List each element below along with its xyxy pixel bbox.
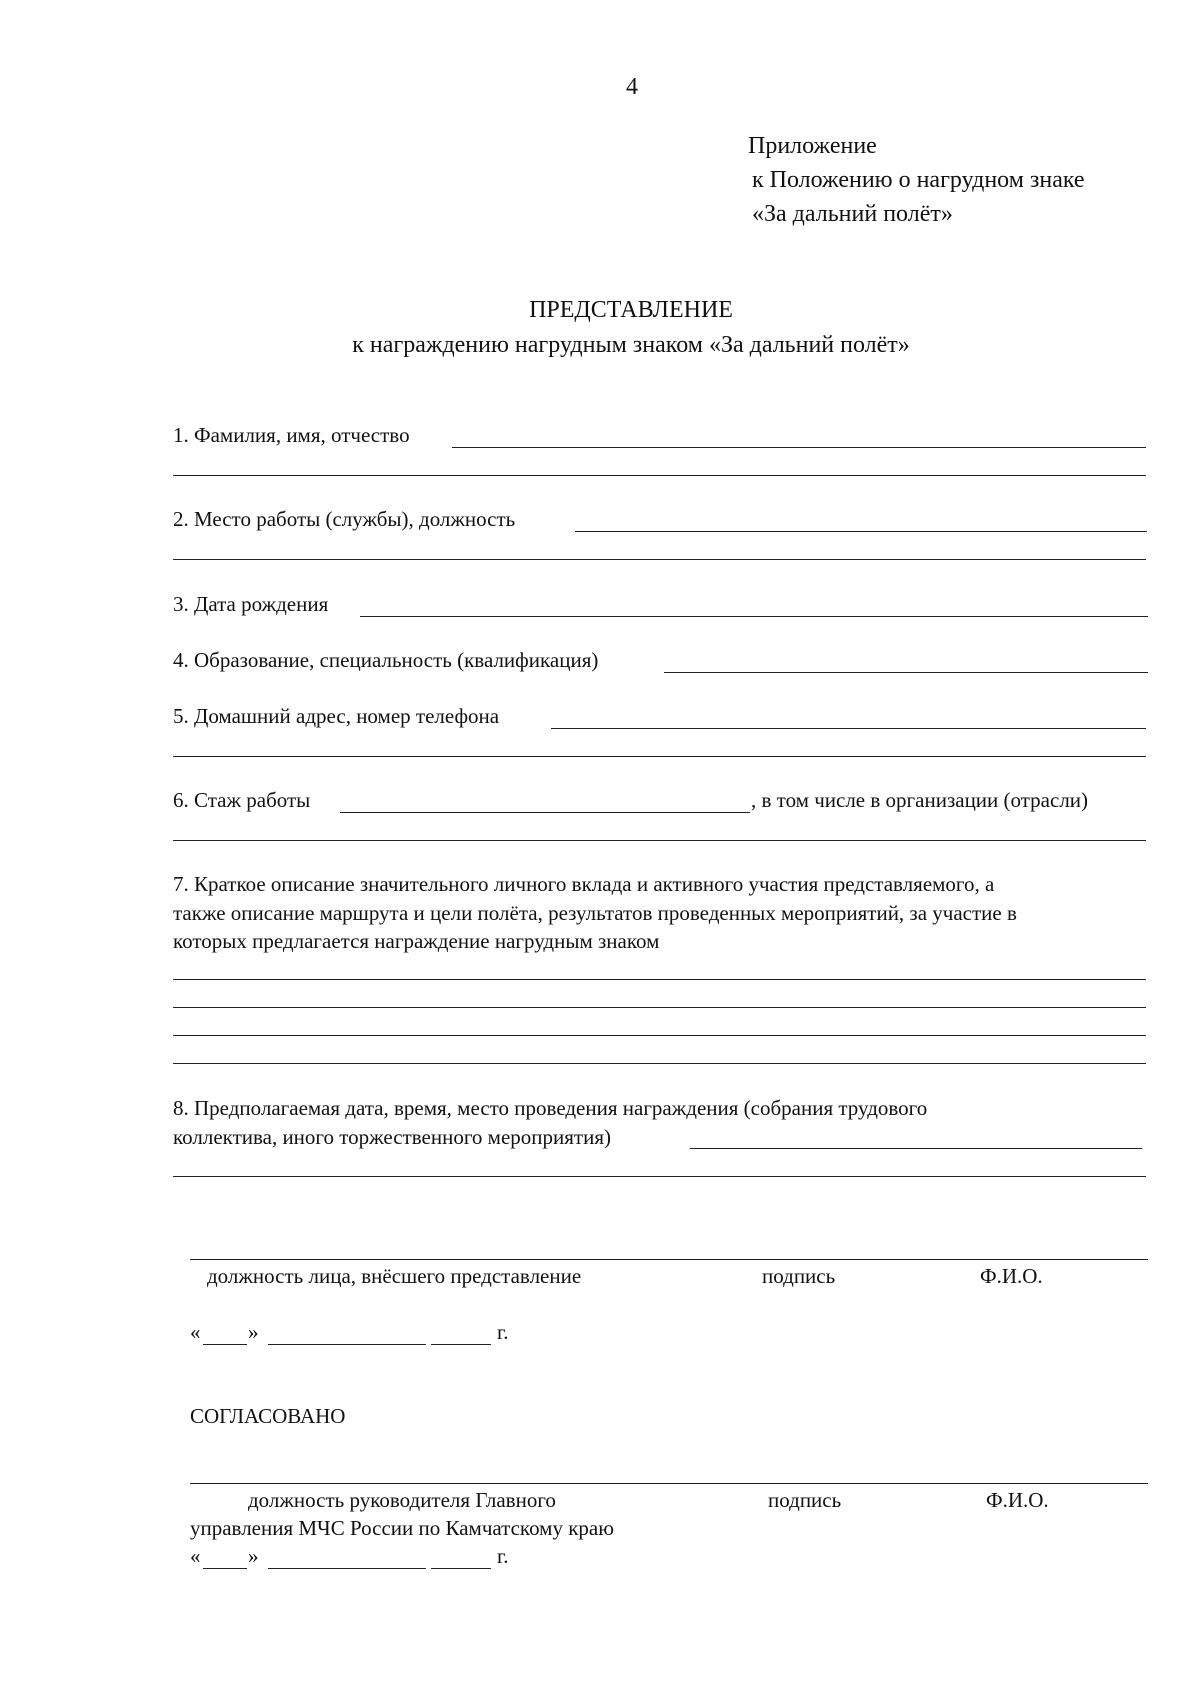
page-number: 4	[626, 74, 638, 100]
signature-1-sign-caption: подпись	[762, 1264, 836, 1288]
field-birth-date-label: 3. Дата рождения	[173, 592, 329, 616]
signature-2-fio-caption: Ф.И.О.	[986, 1488, 1049, 1512]
field-full-name-label: 1. Фамилия, имя, отчество	[173, 423, 410, 447]
appendix-line-3: «За дальний полёт»	[752, 201, 953, 227]
signature-2-month-field[interactable]	[268, 1568, 426, 1569]
field-full-name-line-2[interactable]	[173, 475, 1146, 476]
appendix-line-2: к Положению о нагрудном знаке	[752, 167, 1085, 193]
field-education-line[interactable]	[664, 672, 1148, 673]
signature-2-date-open: «	[190, 1544, 201, 1568]
signature-2-date-close: »	[248, 1544, 259, 1568]
signature-2-sign-caption: подпись	[768, 1488, 842, 1512]
signature-1-line[interactable]	[190, 1259, 1148, 1260]
signature-1-day-field[interactable]	[203, 1344, 247, 1345]
approved-heading: СОГЛАСОВАНО	[190, 1404, 346, 1428]
field-birth-date-line[interactable]	[360, 616, 1148, 617]
document-subtitle: к награждению нагрудным знаком «За дальний полёт»	[352, 332, 910, 358]
field-ceremony-line-1: 8. Предполагаемая дата, время, место проведения награждения (собрания трудового	[173, 1096, 928, 1120]
signature-1-year-field[interactable]	[431, 1344, 491, 1345]
field-workplace-line[interactable]	[575, 531, 1147, 532]
signature-1-date-open: «	[190, 1320, 201, 1344]
field-experience-label: 6. Стаж работы	[173, 788, 311, 812]
field-ceremony-line-2[interactable]	[173, 1176, 1146, 1177]
signature-1-position-caption: должность лица, внёсшего представление	[207, 1264, 582, 1288]
field-workplace-label: 2. Место работы (службы), должность	[173, 507, 516, 531]
field-address-line-2[interactable]	[173, 756, 1146, 757]
signature-2-position-caption-2: управления МЧС России по Камчатскому краю	[190, 1516, 614, 1540]
field-experience-line-2[interactable]	[173, 840, 1146, 841]
signature-1-fio-caption: Ф.И.О.	[980, 1264, 1043, 1288]
signature-2-line[interactable]	[190, 1483, 1148, 1484]
field-ceremony-line[interactable]	[690, 1148, 1142, 1149]
field-experience-line[interactable]	[340, 812, 750, 813]
document-title: ПРЕДСТАВЛЕНИЕ	[529, 297, 733, 323]
field-description-line-2: также описание маршрута и цели полёта, результатов проведенных мероприятий, за участие в	[173, 901, 1017, 925]
field-description-line-1: 7. Краткое описание значительного личного вклада и активного участия представляемого, а	[173, 872, 995, 896]
field-address-line[interactable]	[551, 728, 1146, 729]
field-address-label: 5. Домашний адрес, номер телефона	[173, 704, 500, 728]
signature-2-year-suffix: г.	[497, 1544, 509, 1568]
field-workplace-line-2[interactable]	[173, 559, 1146, 560]
field-ceremony-line-2: коллектива, иного торжественного мероприятия)	[173, 1125, 611, 1149]
signature-1-year-suffix: г.	[497, 1320, 509, 1344]
appendix-line-1: Приложение	[748, 133, 877, 159]
field-description-line-c[interactable]	[173, 1035, 1146, 1036]
field-experience-tail: , в том числе в организации (отрасли)	[751, 788, 1089, 812]
signature-2-day-field[interactable]	[203, 1568, 247, 1569]
signature-1-month-field[interactable]	[268, 1344, 426, 1345]
field-description-line-d[interactable]	[173, 1063, 1146, 1064]
signature-1-date-close: »	[248, 1320, 259, 1344]
signature-2-position-caption-1: должность руководителя Главного	[248, 1488, 556, 1512]
field-description-line-3: которых предлагается награждение нагрудным знаком	[173, 929, 660, 953]
field-description-line-a[interactable]	[173, 979, 1146, 980]
signature-2-year-field[interactable]	[431, 1568, 491, 1569]
field-full-name-line[interactable]	[452, 447, 1146, 448]
field-description-line-b[interactable]	[173, 1007, 1146, 1008]
field-education-label: 4. Образование, специальность (квалификация)	[173, 648, 599, 672]
